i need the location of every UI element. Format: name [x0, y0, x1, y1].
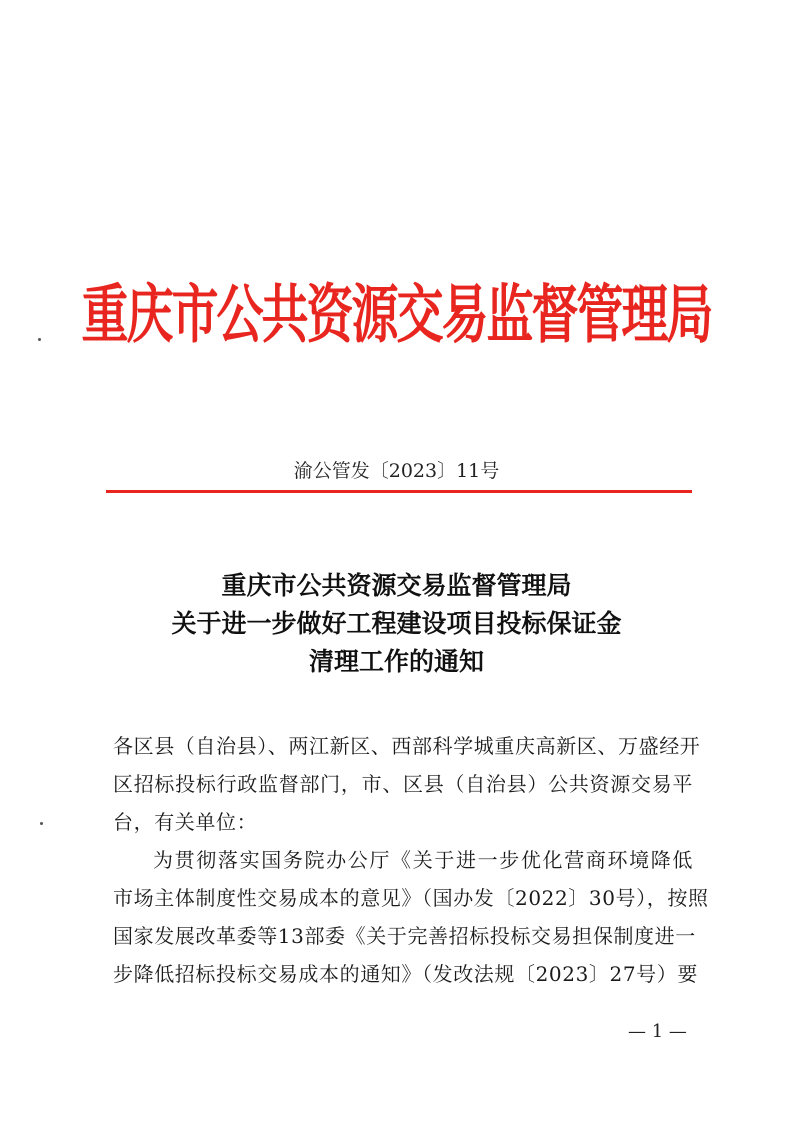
body-line-4: 步降低招标投标交易成本的通知》（发改法规〔2023〕27号）要	[113, 962, 698, 986]
document-number: 渝公管发〔2023〕11号	[293, 460, 500, 482]
issuer-masthead: 重庆市公共资源交易监督管理局	[81, 278, 712, 353]
title-line-2: 关于进一步做好工程建设项目投标保证金	[171, 609, 622, 638]
title-line-3: 清理工作的通知	[308, 647, 484, 676]
addressee-line-1: 各区县（自治县）、两江新区、西部科学城重庆高新区、万盛经开	[113, 734, 701, 758]
body-line-3: 国家发展改革委等13部委《关于完善招标投标交易担保制度进一	[113, 924, 696, 948]
body-line-1: 为贯彻落实国务院办公厅《关于进一步优化营商环境降低	[153, 848, 693, 872]
scan-speck	[38, 338, 41, 341]
red-divider-rule	[106, 490, 692, 493]
document-body	[113, 727, 709, 993]
document-title	[0, 567, 793, 681]
scan-speck	[40, 822, 43, 825]
title-line-1: 重庆市公共资源交易监督管理局	[221, 571, 572, 600]
addressee-line-3: 台，有关单位：	[113, 810, 258, 834]
addressee-line-2: 区招标投标行政监督部门，市、区县（自治县）公共资源交易平	[113, 772, 693, 796]
page-number: — 1 —	[628, 1021, 687, 1042]
body-line-2: 市场主体制度性交易成本的意见》（国办发〔2022〕30号），按照	[113, 886, 709, 910]
